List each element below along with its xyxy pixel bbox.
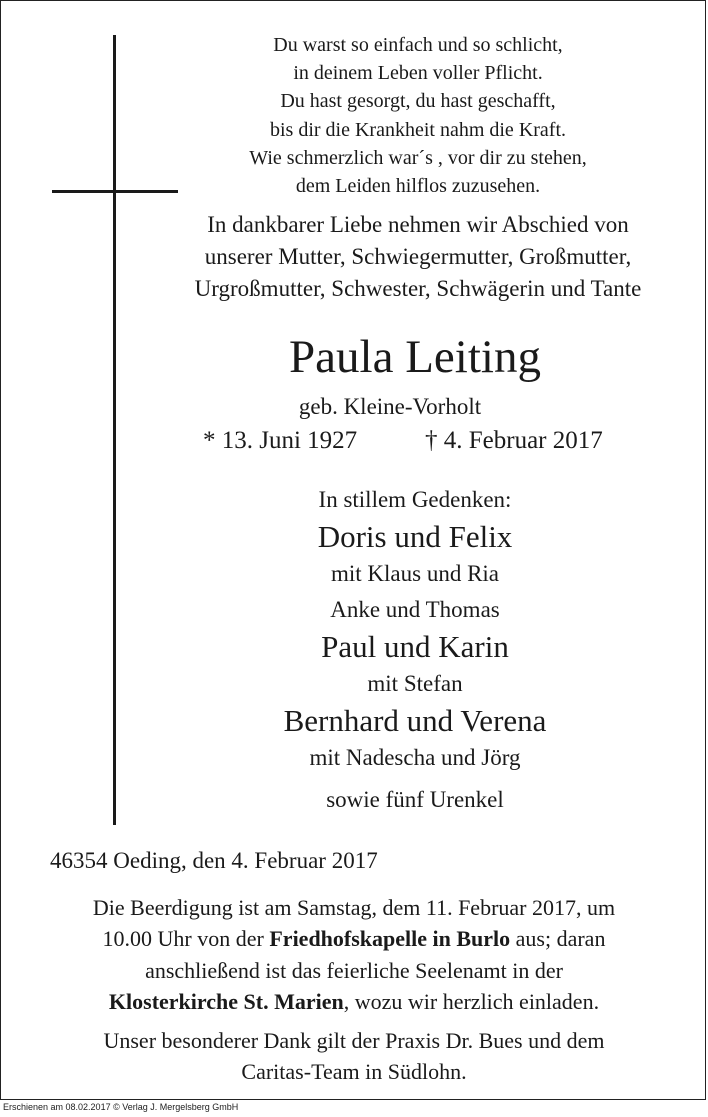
funeral-text: aus; daran [510,926,606,952]
death-date: † 4. Februar 2017 [425,427,603,454]
poem-line: Du hast gesorgt, du hast geschafft, [280,90,556,113]
intro-line: Urgroßmutter, Schwester, Schwägerin und Tante [194,276,642,301]
farewell-intro [140,209,696,305]
funeral-info [30,892,678,1017]
mourner-line: mit Nadescha und Jörg [309,745,521,770]
funeral-text: 10.00 Uhr von der [102,926,270,952]
mourners-heading: In stillem Gedenken: [318,487,512,512]
poem-line: Du warst so einfach und so schlicht, [273,34,563,56]
poem-line: dem Leiden hilflos zuzusehen. [295,175,541,198]
place-and-date: 46354 Oeding, den 4. Februar 2017 [50,848,378,873]
poem-line: Wie schmerzlich war´s , vor dir zu stehen, [249,146,587,169]
intro-line: unserer Mutter, Schwiegermutter, Großmutter, [204,244,632,269]
thanks-line: Unser besonderer Dank gilt der Praxis Dr. Bues und dem [103,1028,605,1053]
intro-line: In dankbarer Liebe nehmen wir Abschied von [207,212,629,237]
mourner-line: Paul und Karin [321,629,509,664]
poem-line: bis dir die Krankheit nahm die Kraft. [269,118,567,141]
thanks-line: Caritas-Team in Südlohn. [241,1059,467,1085]
mourner-line: Doris und Felix [317,519,513,554]
birth-name: geb. Kleine-Vorholt [298,394,482,419]
birth-date: * 13. Juni 1927 [203,427,358,454]
poem [208,31,628,200]
mourner-line: mit Stefan [367,671,463,696]
funeral-line: anschließend ist das feierliche Seelenamt in der [145,957,563,983]
cross-horizontal-bar [52,190,178,193]
chapel-name: Friedhofskapelle in Burlo [269,926,511,952]
church-name: Klosterkirche St. Marien [108,988,344,1014]
cross-vertical-bar [113,35,116,825]
mourners-list [200,482,630,818]
poem-line: in deinem Leben voller Pflicht. [293,62,543,85]
publication-footer: Erschienen am 08.02.2017 © Verlag J. Mergelsberg GmbH [3,1102,239,1112]
funeral-line [30,986,678,1017]
funeral-line [30,923,678,954]
mourner-line: Bernhard und Verena [283,703,547,738]
funeral-text: , wozu wir herzlich einladen. [343,988,600,1014]
deceased-name: Paula Leiting [289,331,541,383]
thanks-note [30,1025,678,1088]
mourner-line: sowie fünf Urenkel [326,787,504,812]
funeral-line: Die Beerdigung ist am Samstag, dem 11. Februar 2017, um [92,895,616,920]
mourner-line: mit Klaus und Ria [330,561,500,586]
mourner-line: Anke und Thomas [330,597,500,622]
